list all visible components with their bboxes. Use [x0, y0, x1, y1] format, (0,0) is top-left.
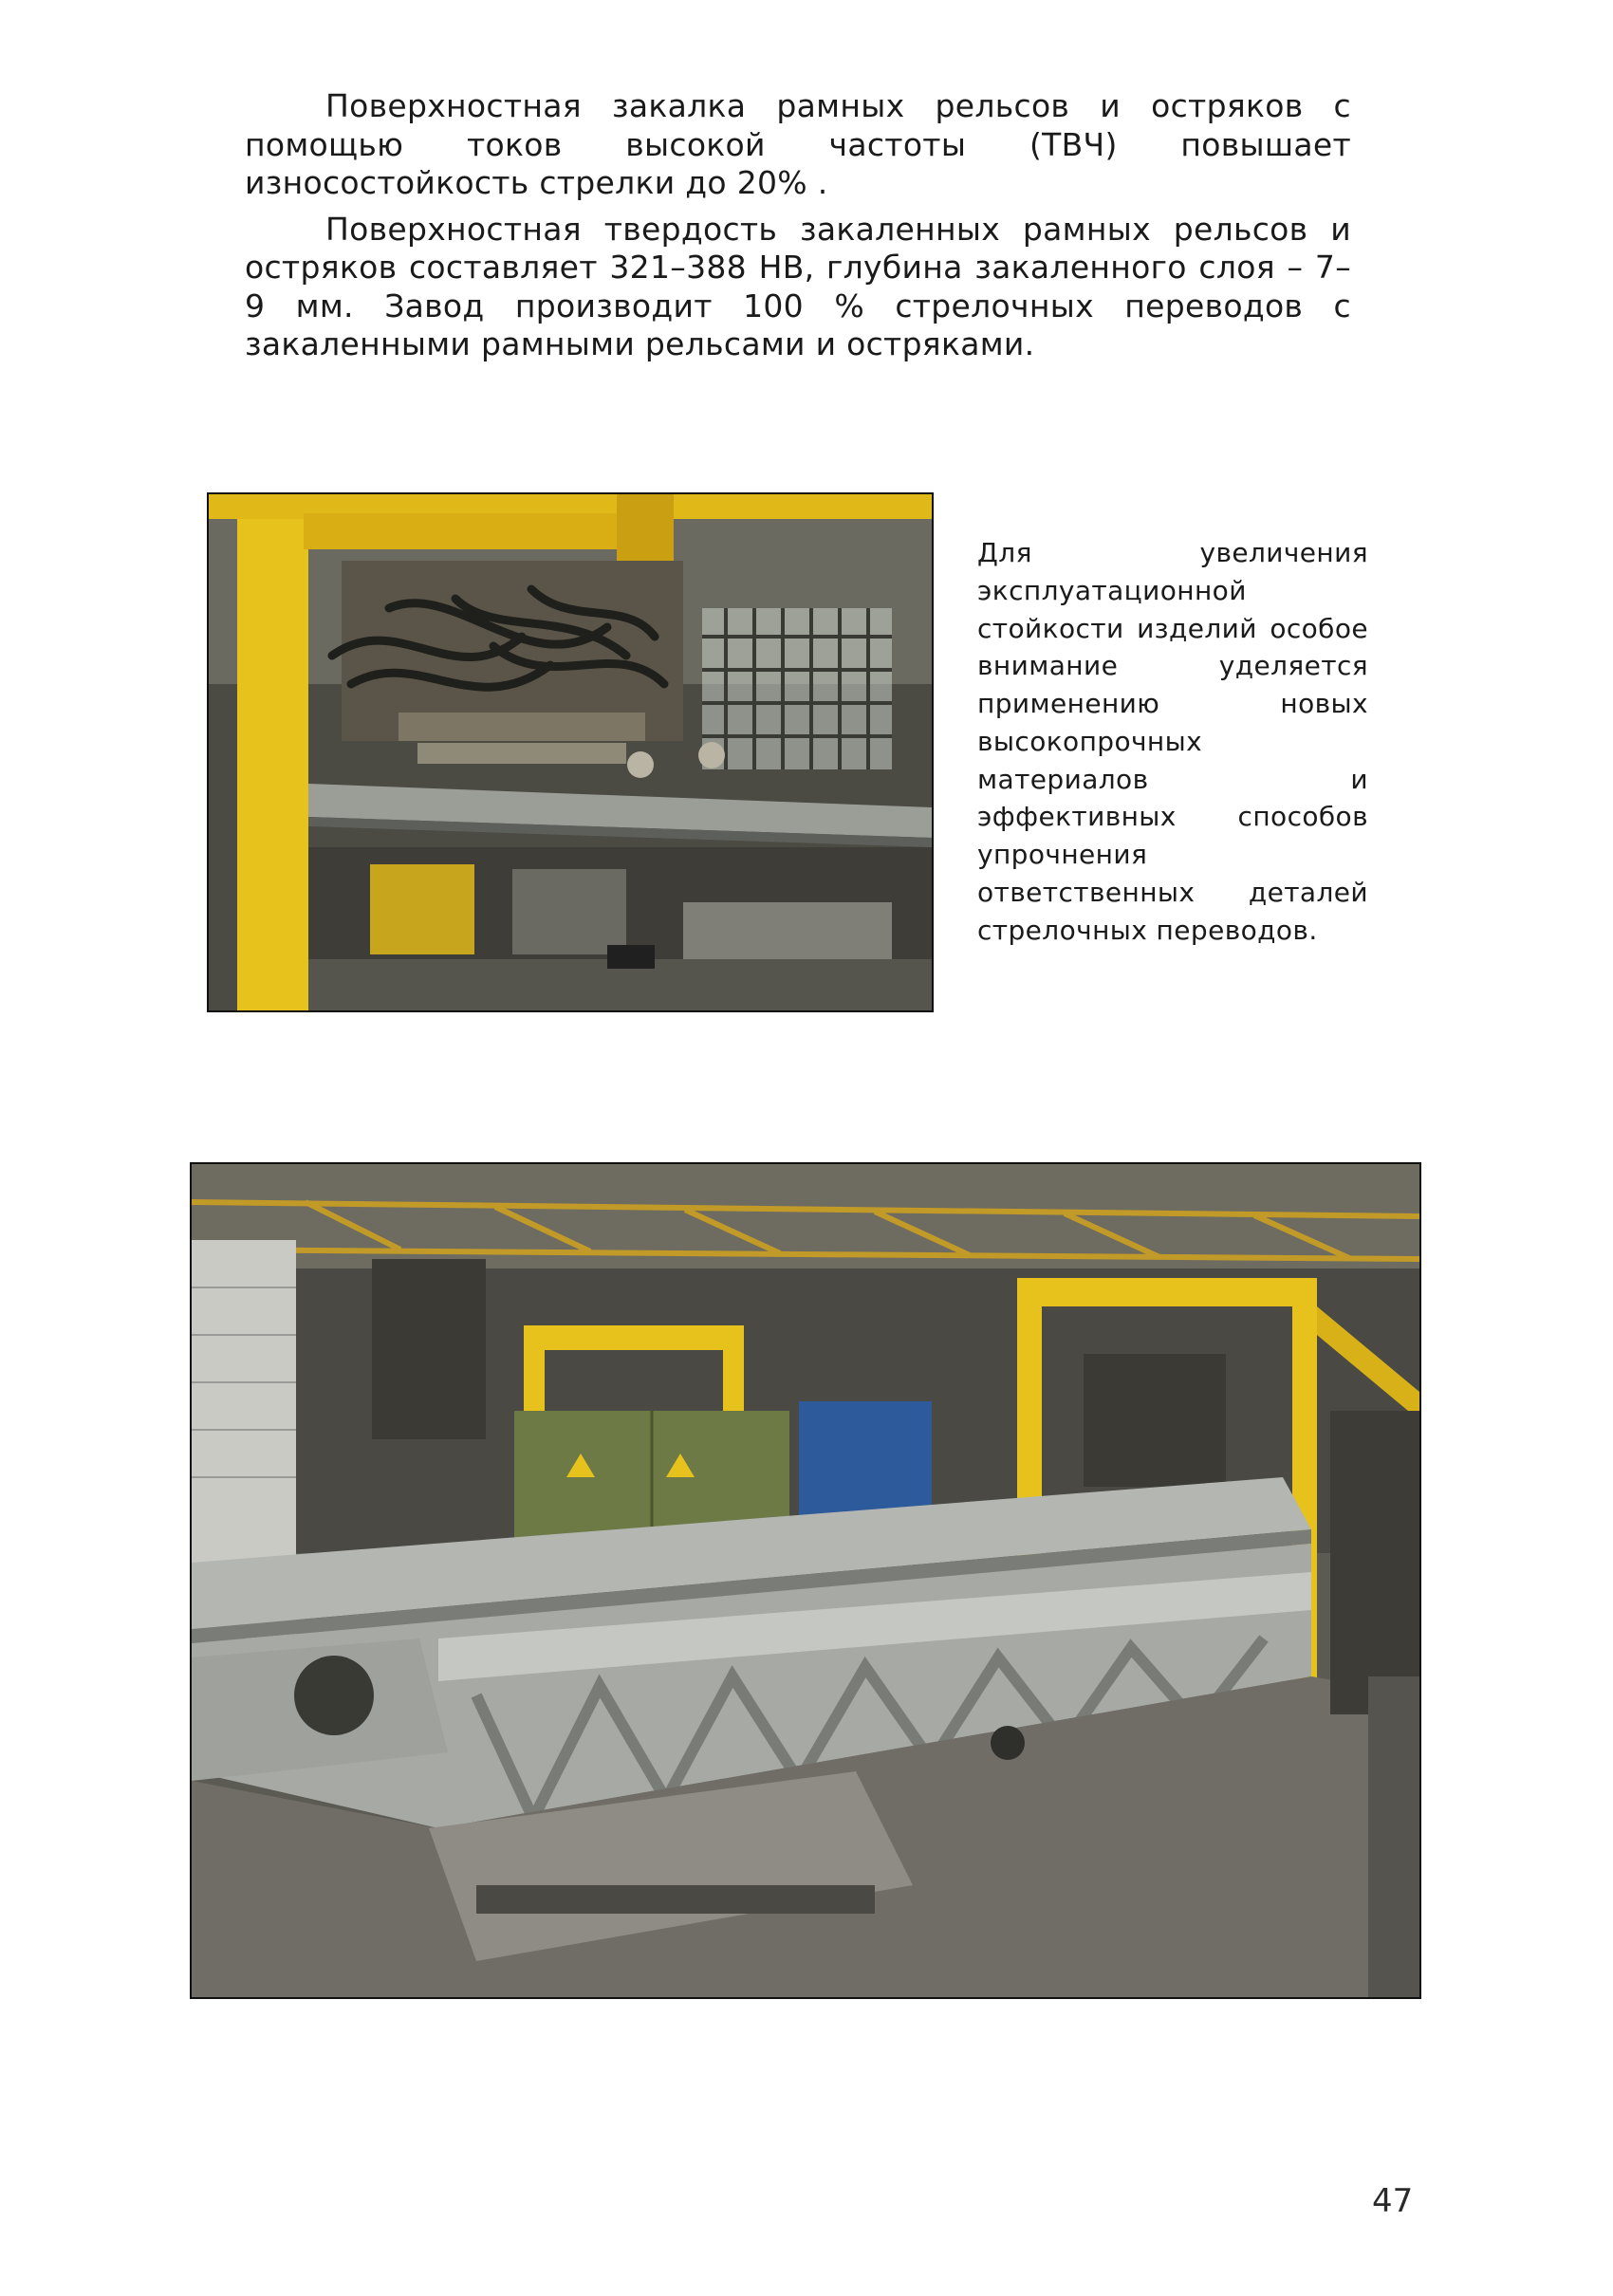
photo-hardening-line [190, 1162, 1421, 1999]
photo-hardening-line-image [192, 1164, 1419, 1997]
paragraph-hardening-hf: Поверхностная закалка рамных рельсов и остряков с помощью токов высокой частоты (ТВЧ) повышает износостойкость стрелки до 20% . [245, 87, 1351, 202]
paragraph-surface-hardness: Поверхностная твердость закаленных рамных рельсов и остряков составляет 321–388 НВ, глубина закаленного слоя – 7–9 мм. Завод производит 100 % стрелочных переводов с закаленными рамными рельсами и остряками. [245, 210, 1351, 363]
photo-caption: Для увеличения эксплуатационной стойкости изделий особое внимание уделяется применению новых высокопрочных материалов и эффективных способов упрочнения ответственных деталей стрелочных переводов. [977, 537, 1368, 946]
page-number: 47 [1372, 2182, 1414, 2220]
photo-induction-hardening-head-image [209, 494, 932, 1010]
photo-induction-hardening-head [207, 492, 934, 1012]
intro-text [245, 87, 1351, 372]
